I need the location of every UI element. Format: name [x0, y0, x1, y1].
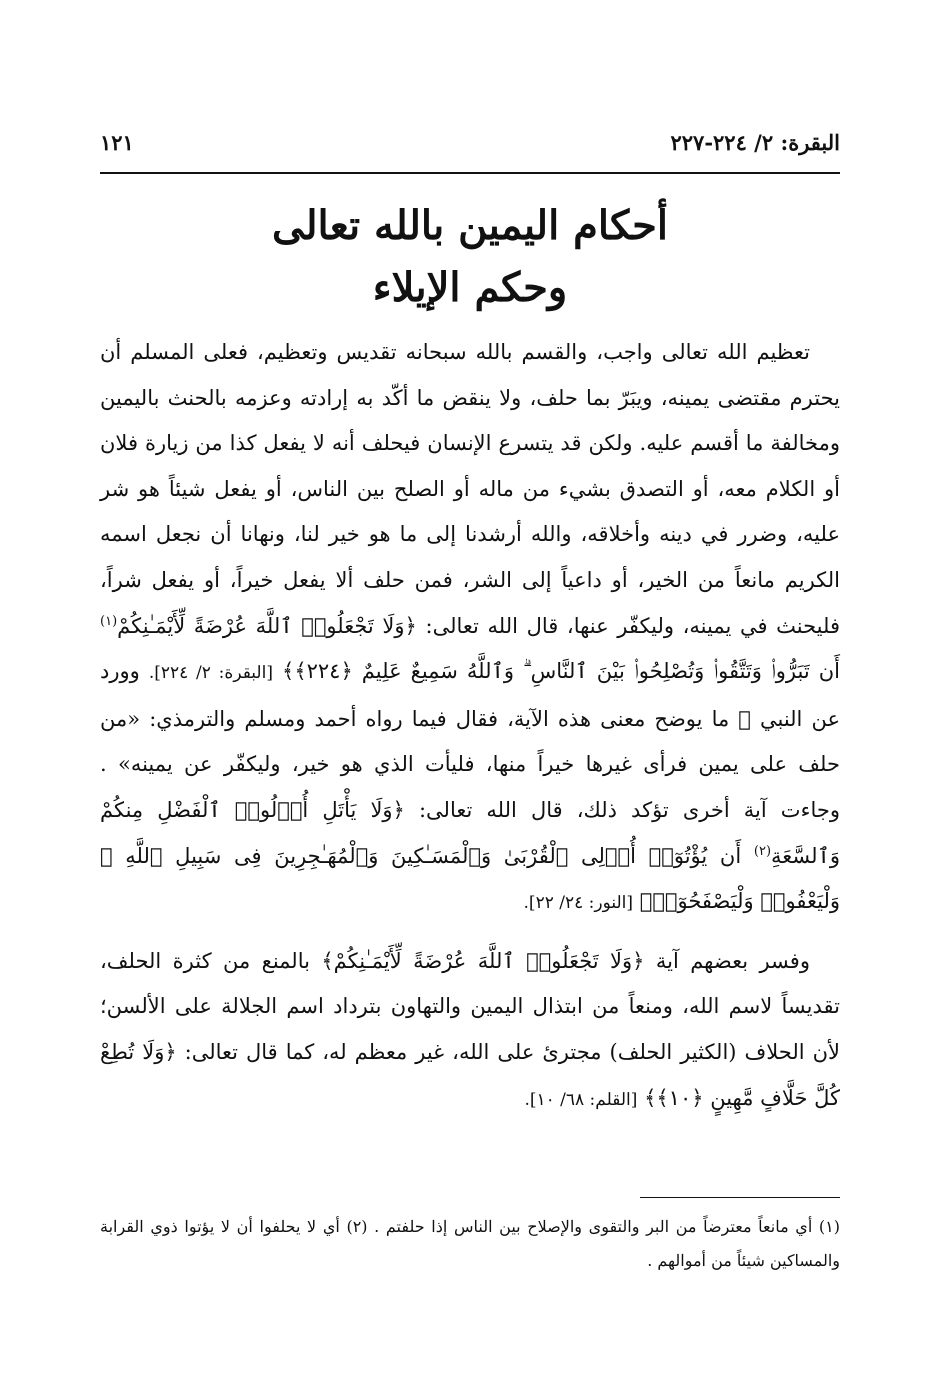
- quran-verse: ﴿وَلَا تَجْعَلُوا۟ ٱللَّهَ عُرْضَةً لِّأَيْمَـٰنِكُمْ﴾: [321, 948, 645, 973]
- paragraph-2: [100, 939, 840, 1123]
- quran-verse: ﴿وَلَا يَأْتَلِ أُو۟لُوا۟ ٱلْفَضْلِ مِنكُمْ وَٱلسَّعَةِ: [100, 797, 840, 868]
- footnote-divider: [640, 1197, 840, 1198]
- header-divider: [100, 172, 840, 174]
- footnotes: (١) أي مانعاً معترضاً من البر والتقوى والإصلاح بين الناس إذا حلفتم . (٢) أي لا يحلفوا أن لا يؤتوا ذوي القرابة والمساكين شيئاً من أموالهم .: [100, 1217, 840, 1270]
- quran-verse: أَن تَبَرُّوا۟ وَتَتَّقُوا۟ وَتُصْلِحُوا۟ بَيْنَ ٱلنَّاسِ ۗ وَٱللَّهُ سَمِيعٌ عَلِيمٌ ﴿٢٢٤﴾﴾: [282, 659, 840, 684]
- paragraph-1: [100, 330, 840, 927]
- paragraph-1-text: وورد عن النبي ﷺ ما يوضح معنى هذه الآية، فقال فيما رواه أحمد ومسلم والترمذي:: [100, 659, 840, 731]
- surah-reference: البقرة: ٢/ ٢٢٤-٢٢٧: [670, 130, 840, 155]
- title-line-1: أحكام اليمين بالله تعالى: [271, 202, 668, 249]
- running-header: [100, 130, 840, 162]
- body-text: [100, 330, 840, 1123]
- hadith-quote: «من حلف على يمين فرأى غيرها خيراً منها، فليأت الذي هو خير، وليكفّر عن يمينه»: [100, 706, 840, 777]
- footnote-marker: (٢): [753, 843, 772, 859]
- paragraph-1-text: تعظيم الله تعالى واجب، والقسم بالله سبحانه تقديس وتعظيم، فعلى المسلم أن يحترم مقتضى يمينه، ويبَرّ بما حلف، ولا ينقض ما أكّد به إرادته وعزمه بالحنث باليمين ومخالفة ما أقسم عليه. ولكن قد يتسرع الإنسان فيحلف أنه لا يفعل كذا من زيارة فلان أو الكلام معه، أو التصدق بشيء من ماله أو الصلح بين الناس، أو يفعل شيئاً هو شر عليه، وضرر في دينه وأخلاقه، والله أرشدنا إلى ما هو خير لنا، ونهانا أن نجعل اسمه الكريم مانعاً من الخير، أو داعياً إلى الشر، فمن حلف ألا يفعل خيراً، أو يفعل شراً، فليحنث في يمينه، وليكفّر عنها، قال الله تعالى:: [100, 340, 841, 638]
- verse-reference: [القلم: ٦٨/ ١٠].: [524, 1089, 638, 1110]
- verse-reference: [النور: ٢٤/ ٢٢].: [523, 893, 634, 914]
- footnote-marker: (١): [100, 613, 118, 629]
- paragraph-2-text: بالمنع من كثرة الحلف، تقديساً لاسم الله، ومنعاً من ابتذال اليمين والتهاون بترداد اسم الجلالة على الألسن؛ لأن الحلاف (الكثير الحلف) مجترئ على الله، غير معظم له، كما قال تعالى:: [100, 948, 840, 1064]
- verse-reference: [البقرة: ٢/ ٢٢٤].: [148, 663, 273, 684]
- title-line-2: وحكم الإيلاء: [372, 264, 568, 311]
- quran-verse: أَن يُؤْتُوٓا۟ أُو۟لِى ٱلْقُرْبَىٰ وَٱلْمَسَـٰكِينَ وَٱلْمُهَـٰجِرِينَ فِى سَبِيلِ ٱللَّهِ ۖ وَلْيَعْفُوا۟ وَلْيَصْفَحُوٓا۟﴾: [100, 843, 840, 914]
- paragraph-1-text: . وجاءت آية أخرى تؤكد ذلك، قال الله تعالى:: [100, 752, 840, 822]
- quran-verse: ﴿وَلَا تُطِعْ كُلَّ حَلَّافٍ مَّهِينٍ ﴿١٠﴾﴾: [100, 1039, 840, 1110]
- page-number: ١٢١: [100, 130, 134, 155]
- paragraph-2-text: وفسر بعضهم آية: [655, 948, 810, 973]
- chapter-title: [100, 195, 840, 319]
- quran-verse: ﴿وَلَا تَجْعَلُوا۟ ٱللَّهَ عُرْضَةً لِّأَيْمَـٰنِكُمْ: [117, 613, 417, 638]
